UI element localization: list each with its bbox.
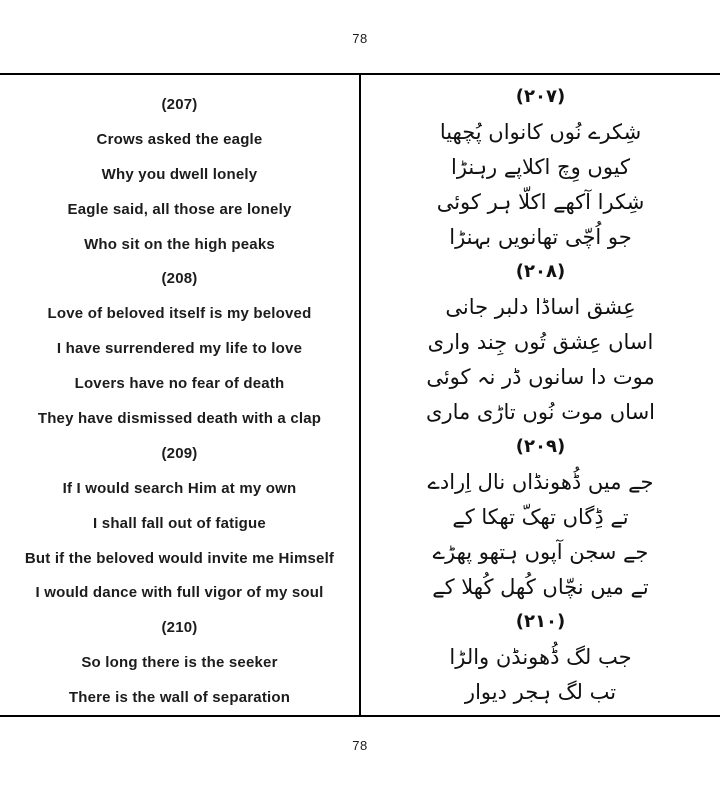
verse-line-urdu: عِشق اساڈا دلبر جانی — [445, 294, 636, 319]
verse-line-urdu: جب لگ ڈُھونڈن والڑا — [449, 644, 632, 669]
verse-line-urdu: تب لگ ہجر دیوار — [464, 679, 617, 704]
urdu-column — [361, 75, 720, 715]
stanza-number-english: (210) — [161, 619, 198, 637]
stanza-number-urdu: (٢٠٩) — [515, 436, 566, 457]
page-number-bottom: 78 — [352, 738, 368, 753]
verse-line-english: There is the wall of separation — [68, 689, 291, 707]
verse-line-urdu: شِکرے نُوں کانواں پُچھیا — [439, 119, 642, 144]
page-number-top: 78 — [352, 31, 368, 46]
english-column — [0, 75, 361, 715]
verse-line-english: But if the beloved would invite me Himself — [24, 549, 335, 567]
stanza-number-english: (209) — [161, 444, 198, 462]
verse-line-urdu: اساں عِشق تُوں جِند واری — [427, 329, 654, 354]
verse-line-urdu: شِکرا آکھے اکلّا ہر کوئی — [436, 189, 645, 214]
verse-line-english: If I would search Him at my own — [62, 479, 297, 497]
verse-line-english: Lovers have no fear of death — [74, 375, 285, 393]
stanza-number-english: (208) — [161, 270, 198, 288]
stanza-number-urdu: (٢١٠) — [515, 611, 566, 632]
verse-line-english: Who sit on the high peaks — [84, 235, 275, 253]
verse-line-english: Love of beloved itself is my beloved — [47, 305, 312, 323]
verse-line-urdu: جے میں ڈُھونڈاں نال اِرادے — [427, 469, 654, 494]
verse-line-english: Crows asked the eagle — [96, 130, 263, 148]
verse-line-english: Why you dwell lonely — [101, 165, 258, 183]
verse-line-english: Eagle said, all those are lonely — [67, 200, 292, 218]
verse-line-urdu: کیوں وِچ اکلاپے رہنڑا — [450, 154, 631, 179]
verse-table — [0, 73, 720, 717]
stanza-number-urdu: (٢٠٨) — [515, 261, 566, 282]
verse-line-urdu: جو اُچّی تھانویں بہنڑا — [449, 224, 632, 249]
verse-line-english: They have dismissed death with a clap — [37, 409, 322, 427]
verse-line-urdu: اساں موت نُوں تاڑی ماری — [426, 399, 655, 424]
verse-line-urdu: جے سجن آپوں ہتھو پھڑے — [432, 539, 649, 564]
stanza-number-english: (207) — [161, 95, 198, 113]
verse-line-english: I would dance with full vigor of my soul — [35, 584, 324, 602]
verse-line-urdu: موت دا سانوں ڈر نہ کوئی — [426, 364, 655, 389]
verse-line-english: I shall fall out of fatigue — [93, 514, 266, 532]
stanza-number-urdu: (٢٠٧) — [515, 86, 566, 107]
verse-line-urdu: تے میں نچّاں کُھل کُھلا کے — [432, 574, 649, 599]
verse-line-english: So long there is the seeker — [81, 654, 278, 672]
verse-line-english: I have surrendered my life to love — [56, 340, 303, 358]
verse-line-urdu: تے ڈِگاں تھکّ تھکا کے — [452, 504, 629, 529]
